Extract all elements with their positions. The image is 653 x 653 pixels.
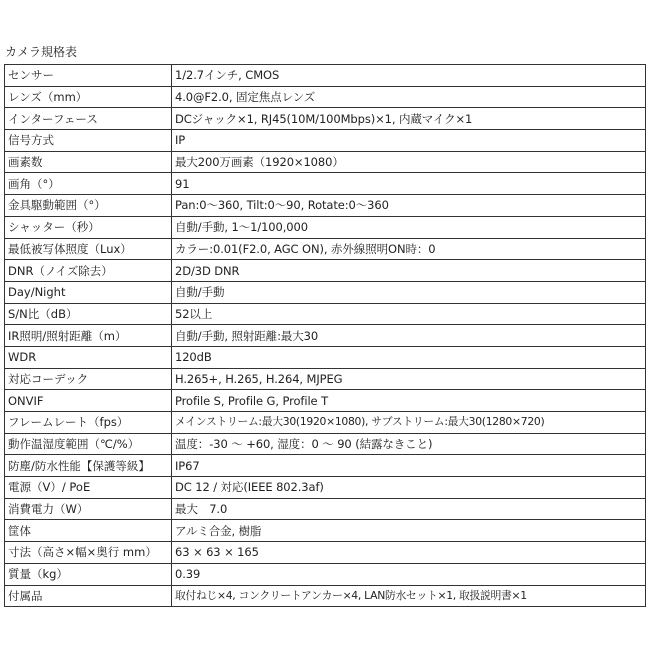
spec-label: 信号方式 [5,130,172,152]
spec-table [4,64,646,607]
spec-value: 最大 7.0 [172,498,646,520]
spec-label: WDR [5,346,172,368]
table-row [5,65,646,87]
spec-value: 自動/手動 [172,281,646,303]
table-row [5,86,646,108]
table-row [5,520,646,542]
spec-label: 筐体 [5,520,172,542]
spec-value: 自動/手動, 照射距離:最大30 [172,325,646,347]
table-row [5,173,646,195]
spec-label: 対応コーデック [5,368,172,390]
table-row [5,195,646,217]
spec-label: 消費電力（W） [5,498,172,520]
spec-label: フレームレート（fps） [5,412,172,434]
table-row [5,151,646,173]
table-row [5,130,646,152]
table-row [5,346,646,368]
table-row [5,238,646,260]
spec-value: Pan:0～360, Tilt:0～90, Rotate:0～360 [172,195,646,217]
spec-value: 温度：-30 ～ +60, 湿度：0 ～ 90 (結露なきこと) [172,433,646,455]
spec-label: 動作温湿度範囲（℃/%） [5,433,172,455]
spec-label: S/N比（dB） [5,303,172,325]
table-row [5,108,646,130]
spec-value: アルミ合金, 樹脂 [172,520,646,542]
spec-label: ONVIF [5,390,172,412]
table-row [5,390,646,412]
spec-value: カラー:0.01(F2.0, AGC ON), 赤外線照明ON時：0 [172,238,646,260]
spec-value: IP67 [172,455,646,477]
table-row [5,412,646,434]
spec-value: 0.39 [172,563,646,585]
spec-value: 1/2.7インチ, CMOS [172,65,646,87]
spec-value: IP [172,130,646,152]
spec-label: 付属品 [5,585,172,607]
table-row [5,477,646,499]
spec-label: 最低被写体照度（Lux） [5,238,172,260]
table-row [5,433,646,455]
spec-value: DC 12 / 対応(IEEE 802.3af) [172,477,646,499]
table-row [5,325,646,347]
table-row [5,368,646,390]
table-row [5,260,646,282]
spec-value: 120dB [172,346,646,368]
spec-label: 画角（°） [5,173,172,195]
spec-value: 自動/手動, 1～1/100,000 [172,216,646,238]
spec-value: 52以上 [172,303,646,325]
table-row [5,281,646,303]
spec-label: 画素数 [5,151,172,173]
table-row [5,585,646,607]
spec-value: 91 [172,173,646,195]
spec-label: Day/Night [5,281,172,303]
spec-label: 防塵/防水性能【保護等級】 [5,455,172,477]
spec-value: 取付ねじ×4, コンクリートアンカー×4, LAN防水セット×1, 取扱説明書×1 [172,585,646,607]
spec-label: 金具駆動範囲（°） [5,195,172,217]
table-row [5,455,646,477]
table-row [5,303,646,325]
spec-label: センサー [5,65,172,87]
spec-value: Profile S, Profile G, Profile T [172,390,646,412]
table-row [5,216,646,238]
spec-value: 4.0@F2.0, 固定焦点レンズ [172,86,646,108]
table-row [5,498,646,520]
spec-label: IR照明/照射距離（m） [5,325,172,347]
spec-label: 電源（V）/ PoE [5,477,172,499]
spec-value: 2D/3D DNR [172,260,646,282]
spec-label: DNR（ノイズ除去） [5,260,172,282]
table-row [5,542,646,564]
spec-label: 質量（kg） [5,563,172,585]
page-title: カメラ規格表 [5,45,78,59]
spec-label: インターフェース [5,108,172,130]
spec-label: レンズ（mm） [5,86,172,108]
spec-label: 寸法（高さ×幅×奥行 mm） [5,542,172,564]
spec-label: シャッター（秒） [5,216,172,238]
spec-value: H.265+, H.265, H.264, MJPEG [172,368,646,390]
spec-value: 最大200万画素（1920×1080） [172,151,646,173]
spec-value: メインストリーム:最大30(1920×1080), サブストリーム:最大30(1280×720) [172,412,646,434]
table-row [5,563,646,585]
spec-value: 63 × 63 × 165 [172,542,646,564]
spec-value: DCジャック×1, RJ45(10M/100Mbps)×1, 内蔵マイク×1 [172,108,646,130]
